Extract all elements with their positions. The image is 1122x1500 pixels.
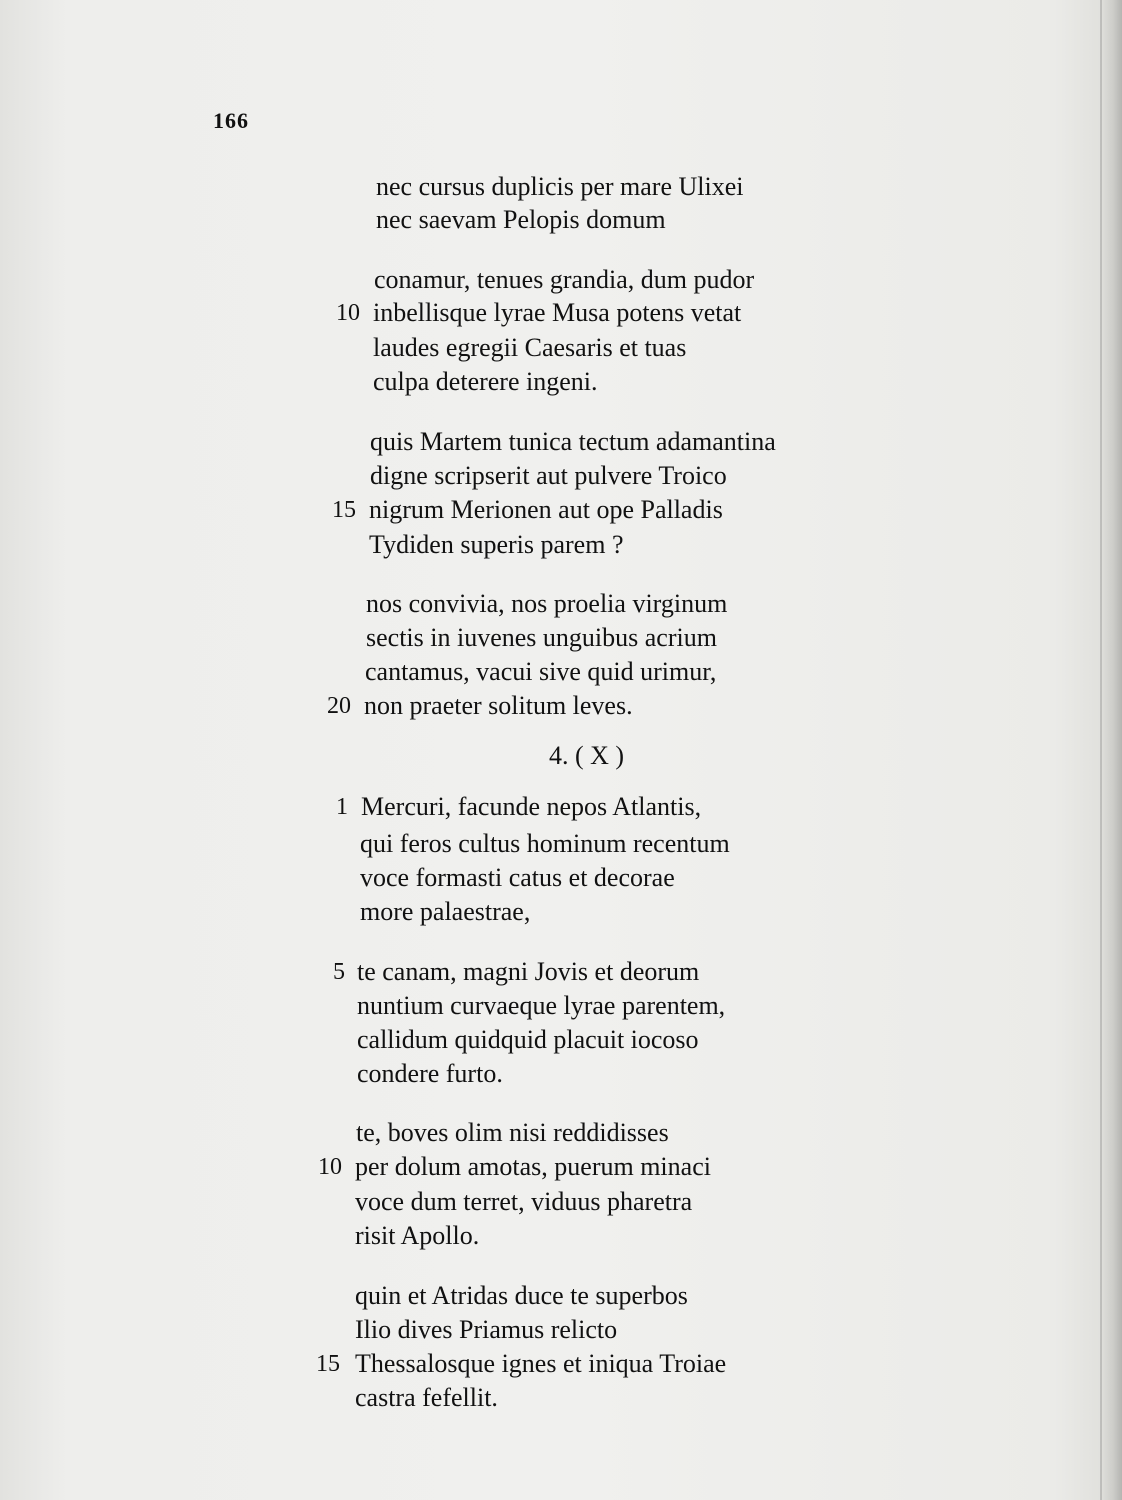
poem-heading: 4. ( X ) [549,741,625,770]
verse-line: conamur, tenues grandia, dum pudor [374,265,755,294]
verse-line: voce formasti catus et decorae [360,863,675,892]
line-number: 10 [336,300,360,326]
verse-line: castra fefellit. [355,1383,498,1412]
verse-line: digne scripserit aut pulvere Troico [370,461,727,490]
verse-line: per dolum amotas, puerum minaci [355,1152,711,1181]
verse-line: Mercuri, facunde nepos Atlantis, [361,792,702,821]
verse-line: te, boves olim nisi reddidisses [356,1118,669,1147]
verse-line: nec saevam Pelopis domum [376,205,666,234]
verse-line: quin et Atridas duce te superbos [355,1281,688,1310]
verse-line: qui feros cultus hominum recentum [360,829,730,858]
verse-line: more palaestrae, [360,897,531,926]
verse-line: nos convivia, nos proelia virginum [366,589,728,618]
verse-line: callidum quidquid placuit iocoso [357,1025,699,1054]
verse-line: Thessalosque ignes et iniqua Troiae [355,1349,727,1378]
line-number: 5 [333,959,345,985]
page-edge-shadow [1100,0,1122,1500]
verse-line: laudes egregii Caesaris et tuas [373,333,687,362]
line-number: 15 [332,497,356,523]
verse-line: culpa deterere ingeni. [373,367,598,396]
verse-line: nigrum Merionen aut ope Palladis [369,495,723,524]
verse-line: Ilio dives Priamus relicto [355,1315,618,1344]
verse-line: nec cursus duplicis per mare Ulixei [376,172,744,201]
line-number: 15 [316,1351,340,1377]
verse-line: quis Martem tunica tectum adamantina [370,427,776,456]
line-number: 1 [336,794,348,820]
line-number: 10 [318,1154,342,1180]
verse-line: cantamus, vacui sive quid urimur, [365,657,717,686]
verse-line: sectis in iuvenes unguibus acrium [366,623,717,652]
verse-line: te canam, magni Jovis et deorum [357,957,700,986]
verse-line: inbellisque lyrae Musa potens vetat [373,298,742,327]
page-number: 166 [213,108,249,133]
verse-line: voce dum terret, viduus pharetra [355,1187,693,1216]
verse-line: non praeter solitum leves. [364,691,633,720]
line-number: 20 [327,693,351,719]
verse-line: risit Apollo. [355,1221,480,1250]
verse-line: nuntium curvaeque lyrae parentem, [357,991,726,1020]
verse-line: condere furto. [357,1059,503,1088]
verse-line: Tydiden superis parem ? [369,530,624,559]
